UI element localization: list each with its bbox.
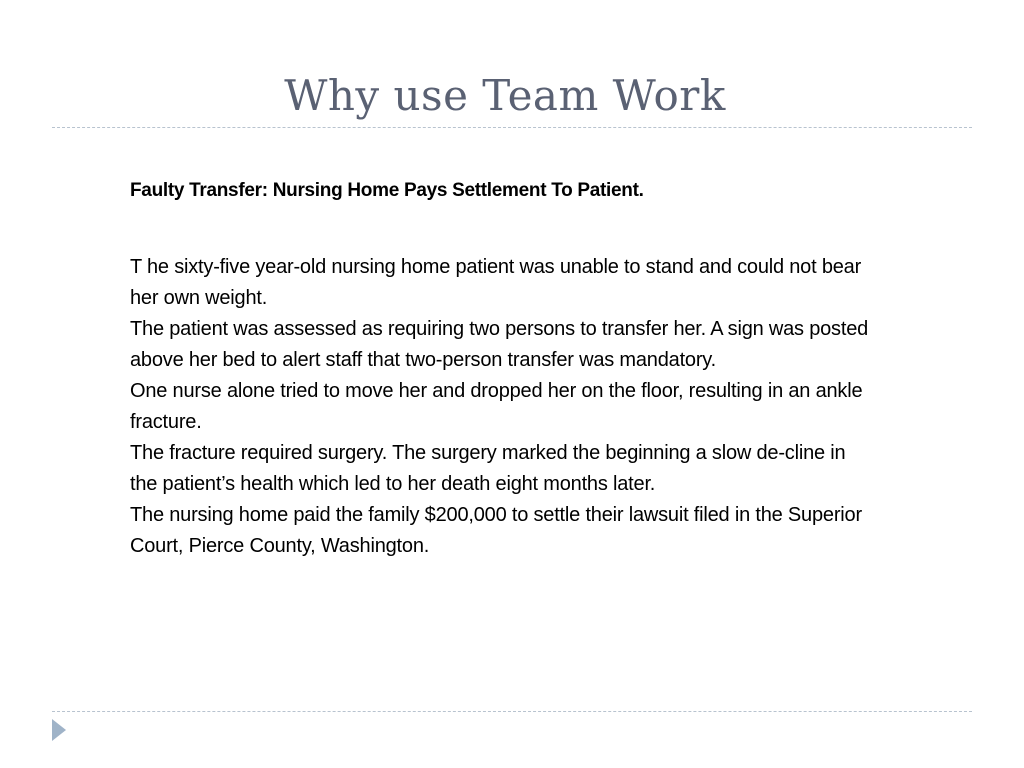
play-arrow-icon[interactable] <box>52 719 66 741</box>
body-paragraph: T he sixty-five year-old nursing home patient was unable to stand and could not bear her own weight. <box>130 256 862 309</box>
footer-divider <box>52 711 972 712</box>
title-divider <box>52 127 972 128</box>
body-paragraph: One nurse alone tried to move her and dropped her on the floor, resulting in an ankle fracture. <box>130 380 863 433</box>
body-paragraph: The nursing home paid the family $200,000 to settle their lawsuit filed in the Superior Court, Pierce County, Washington. <box>130 504 862 557</box>
case-body <box>130 252 870 562</box>
slide-content <box>130 176 870 562</box>
slide-title: Why use Team Work <box>284 71 726 120</box>
case-headline: Faulty Transfer: Nursing Home Pays Settlement To Patient. <box>130 180 644 201</box>
body-paragraph: The patient was assessed as requiring two persons to transfer her. A sign was posted above her bed to alert staff that two-person transfer was mandatory. <box>130 318 869 371</box>
body-paragraph: The fracture required surgery. The surgery marked the beginning a slow de-cline in the patient’s health which led to her death eight months later. <box>130 442 846 495</box>
